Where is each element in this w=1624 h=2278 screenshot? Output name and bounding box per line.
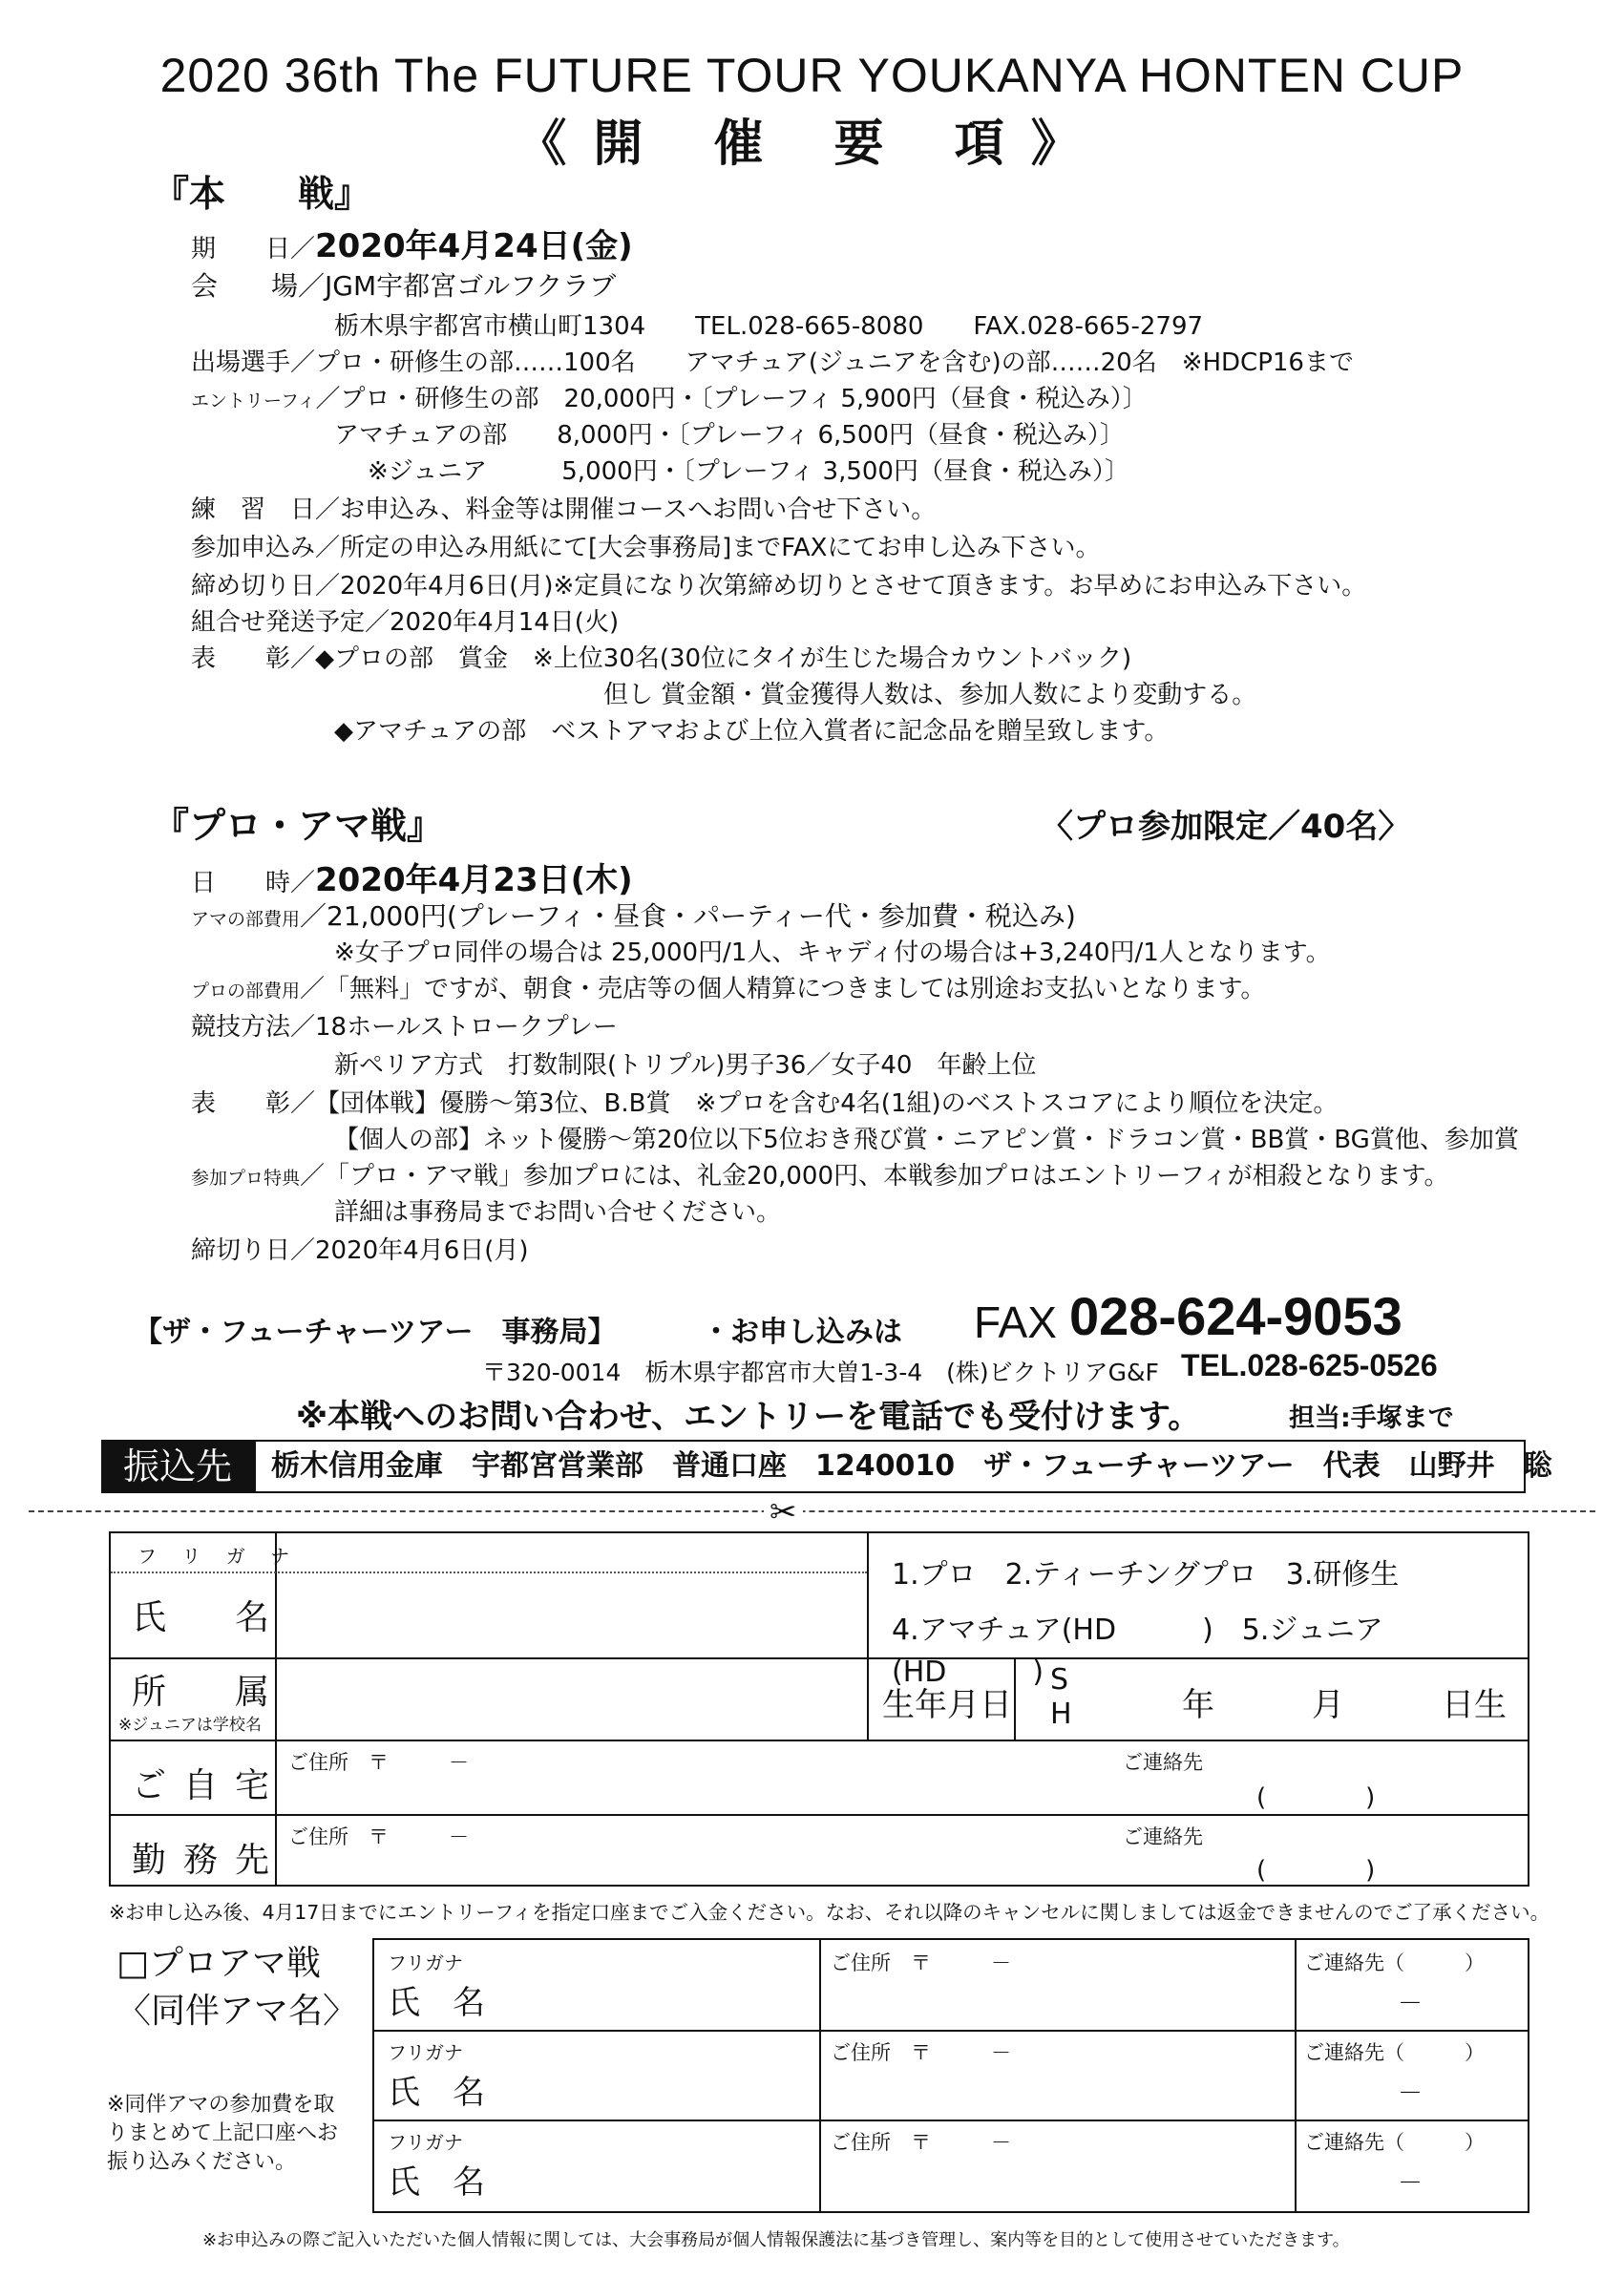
form-row-divider-3: [111, 1814, 1528, 1816]
proam-ama-fee-row: [191, 899, 1076, 937]
companion-1-dash: －: [1398, 1990, 1424, 2018]
bank-label: 振込先: [101, 1440, 254, 1493]
proam-method: 競技方法／18ホールストロークプレー: [191, 1013, 618, 1042]
entry-form: [109, 1531, 1529, 1887]
main-venue-value: JGM宇都宮ゴルフクラブ: [325, 270, 617, 302]
furigana-field[interactable]: [288, 1537, 861, 1570]
proam-award-2: 【個人の部】ネット優勝～第20位以下5位おき飛び賞・ニアピン賞・ドラコン賞・BB賞・BG賞他、参加賞: [334, 1126, 1519, 1154]
entry-fee-1: ／プロ・研修生の部 20,000円・〔プレーフィ 5,900円（昼食・税込み）〕: [315, 385, 1148, 413]
privacy-note: ※お申込みの際ご記入いただいた個人情報に関しては、大会事務局が個人情報保護法に基づき管理し、案内等を目的として使用させていただきます。: [202, 2230, 1350, 2250]
main-venue-label: 会 場／: [191, 270, 326, 302]
name-label: 氏 名: [132, 1598, 287, 1637]
apply-label: ・お申し込みは: [702, 1316, 902, 1349]
main-apply: 参加申込み／所定の申込み用紙にて[大会事務局]までFAXにてお申し込み下さい。: [191, 534, 1101, 562]
birth-s[interactable]: S: [1050, 1663, 1069, 1697]
bank-info: 栃木信用金庫 宇都宮営業部 普通口座 1240010 ザ・フューチャーツアー 代表 山野井 聡: [254, 1440, 1526, 1493]
proam-perk-row: [191, 1159, 1449, 1195]
perk: ／「プロ・アマ戦」参加プロには、礼金20,000円、本戦参加プロはエントリーフィが相殺となります。: [300, 1162, 1449, 1191]
proam-date-row: [191, 863, 633, 900]
companion-2-name-label: 氏 名: [388, 2074, 485, 2112]
work-contact-label: ご連絡先: [1123, 1825, 1203, 1848]
phone-note: ※本戦へのお問い合わせ、エントリーを電話でも受付けます。: [296, 1398, 1201, 1436]
office-name: 【ザ・フューチャーツアー 事務局】: [134, 1316, 617, 1349]
name-field[interactable]: [288, 1577, 861, 1654]
companion-1-furigana: フリガナ: [388, 1951, 463, 1974]
main-date-label: 期 日／: [191, 235, 316, 264]
proam-form-note: ※同伴アマの参加費を取りまとめて上記口座へお振り込みください。: [107, 2093, 339, 2174]
companion-1-name-label: 氏 名: [388, 1984, 485, 2022]
document-title: 2020 36th The FUTURE TOUR YOUKANYA HONTEN CUP: [159, 49, 1465, 102]
home-contact-label: ご連絡先: [1123, 1751, 1203, 1774]
birth-label: 生年月日: [882, 1686, 1012, 1724]
affiliation-note: ※ジュニアは学校名: [118, 1716, 262, 1735]
proam-date-value: 2020年4月23日(木): [315, 861, 633, 899]
main-venue-row: [191, 269, 616, 304]
main-entry-row-1: [191, 382, 1148, 418]
proam-award-1: 表 彰／【団体戦】優勝～第3位、B.B賞 ※プロを含む4名(1組)のベストスコアにより順位を決定。: [191, 1089, 1339, 1118]
furigana-label: フ リ ガ ナ: [137, 1545, 300, 1568]
main-event-heading: 『本 戦』: [153, 173, 371, 215]
proam-form-title: プロアマ戦: [149, 1944, 322, 1983]
cut-line: [29, 1510, 1595, 1512]
companion-col-divider-2: [1295, 1940, 1297, 2211]
proam-heading: 『プロ・アマ戦』: [153, 805, 444, 847]
main-deadline: 締め切り日／2020年4月6日(月)※定員になり次第締め切りとさせて頂きます。お早めにお申込み下さい。: [191, 572, 1367, 601]
furigana-divider: [111, 1571, 867, 1573]
companion-2-furigana: フリガナ: [388, 2041, 463, 2064]
category-options-1[interactable]: 1.プロ 2.ティーチングプロ 3.研修生: [892, 1558, 1400, 1592]
pro-fee-label: プロの部費用: [191, 981, 301, 1002]
proam-deadline: 締切り日／2020年4月6日(月): [191, 1236, 529, 1265]
fax-number: 028-624-9053: [1069, 1286, 1403, 1346]
main-date-row: [191, 229, 633, 266]
affiliation-field[interactable]: [288, 1663, 861, 1734]
companion-row-divider-2: [374, 2120, 1528, 2121]
form-row-divider-2: [111, 1740, 1528, 1741]
companion-row-divider-1: [374, 2030, 1528, 2032]
fax-label: FAX: [974, 1297, 1057, 1347]
birth-h[interactable]: H: [1050, 1698, 1072, 1731]
main-players: 出場選手／プロ・研修生の部……100名 アマチュア(ジュニアを含む)の部……20名 ※HDCP16まで: [191, 348, 1354, 377]
main-entry-row-2: アマチュアの部 8,000円・〔プレーフィ 6,500円（昼食・税込み）〕: [334, 421, 1125, 450]
home-contact-paren[interactable]: ( ): [1256, 1783, 1376, 1812]
proam-date-label: 日 時／: [191, 869, 316, 897]
form-col-divider-2: [867, 1533, 869, 1740]
companion-3-furigana: フリガナ: [388, 2131, 463, 2154]
companion-1-address[interactable]: ご住所 〒 －: [831, 1951, 1011, 1974]
main-pairing: 組合せ発送予定／2020年4月14日(火): [191, 608, 620, 637]
pro-fee: ／「無料」ですが、朝食・売店等の個人精算につきましては別途お支払いとなります。: [300, 975, 1266, 1003]
main-date-value: 2020年4月24日(金): [315, 227, 633, 265]
companion-col-divider-1: [819, 1940, 821, 2211]
proam-ama-fee-note: ※女子プロ同伴の場合は 25,000円/1人、キャディ付の場合は+3,240円/1人となります。: [334, 939, 1331, 967]
companion-3-address[interactable]: ご住所 〒 －: [831, 2131, 1011, 2154]
contact-person: 担当:手塚まで: [1289, 1403, 1454, 1433]
ama-fee-label: アマの部費用: [191, 909, 301, 930]
companion-3-dash: －: [1398, 2169, 1424, 2198]
payment-notice: ※お申し込み後、4月17日までにエントリーフィを指定口座までご入金ください。なお、それ以降のキャンセルに関しましては返金できませんのでご了承ください。: [109, 1901, 1550, 1924]
proam-form-subtitle: 〈同伴アマ名〉: [116, 1992, 358, 2031]
proam-limit: 〈プロ参加限定／40名〉: [1041, 808, 1411, 846]
main-award-2: 但し 賞金額・賞金獲得人数は、参加人数により変動する。: [603, 681, 1257, 709]
home-label: ご自宅: [132, 1766, 287, 1805]
proam-pro-fee-row: [191, 972, 1265, 1008]
category-options-2[interactable]: 4.アマチュア(HD ) 5.ジュニア(HD ): [892, 1614, 1383, 1689]
companion-1-contact[interactable]: ご連絡先（ ）: [1304, 1951, 1485, 1974]
main-practice: 練 習 日／お申込み、料金等は開催コースへお問い合せ下さい。: [191, 496, 937, 524]
companion-2-address[interactable]: ご住所 〒 －: [831, 2041, 1011, 2064]
affiliation-label: 所 属: [132, 1673, 287, 1712]
main-address: 栃木県宇都宮市横山町1304 TEL.028-665-8080 FAX.028-665-2797: [334, 312, 1204, 341]
birth-ymd: 年 月 日生: [1182, 1686, 1507, 1724]
work-contact-paren[interactable]: ( ): [1256, 1856, 1376, 1885]
entry-fee-label: エントリーフィ: [191, 390, 316, 411]
companion-2-contact[interactable]: ご連絡先（ ）: [1304, 2041, 1485, 2064]
main-award-1: 表 彰／◆プロの部 賞金 ※上位30名(30位にタイが生じた場合カウントバック): [191, 644, 1132, 673]
home-address-label[interactable]: ご住所 〒 －: [288, 1751, 469, 1774]
main-award-3: ◆アマチュアの部 ベストアマおよび上位入賞者に記念品を贈呈致します。: [334, 717, 1170, 746]
main-entry-row-3: ※ジュニア 5,000円・〔プレーフィ 3,500円（昼食・税込み）〕: [368, 457, 1129, 486]
document-subtitle: 《開 催 要 項》: [517, 116, 1107, 173]
office-address: 〒320-0014 栃木県宇都宮市大曽1-3-4 (株)ビクトリアG&F: [482, 1359, 1159, 1386]
scissors-icon: ✂: [764, 1493, 803, 1531]
proam-method-2: 新ペリア方式 打数制限(トリプル)男子36／女子40 年齢上位: [334, 1051, 1037, 1080]
office-tel: TEL.028-625-0526: [1181, 1348, 1438, 1382]
companion-3-contact[interactable]: ご連絡先（ ）: [1304, 2131, 1485, 2154]
ama-fee: ／21,000円(プレーフィ・昼食・パーティー代・参加費・税込み): [300, 900, 1076, 932]
proam-checkbox[interactable]: □: [116, 1944, 150, 1983]
proam-form-title-row: [116, 1936, 321, 1985]
proam-perk-2: 詳細は事務局までお問い合せください。: [334, 1198, 782, 1227]
work-address-label[interactable]: ご住所 〒 －: [288, 1825, 469, 1848]
companion-2-dash: －: [1398, 2079, 1424, 2108]
perk-label: 参加プロ特典: [191, 1168, 301, 1189]
companion-table: [372, 1938, 1529, 2213]
work-label: 勤務先: [132, 1841, 287, 1880]
companion-3-name-label: 氏 名: [388, 2163, 485, 2202]
